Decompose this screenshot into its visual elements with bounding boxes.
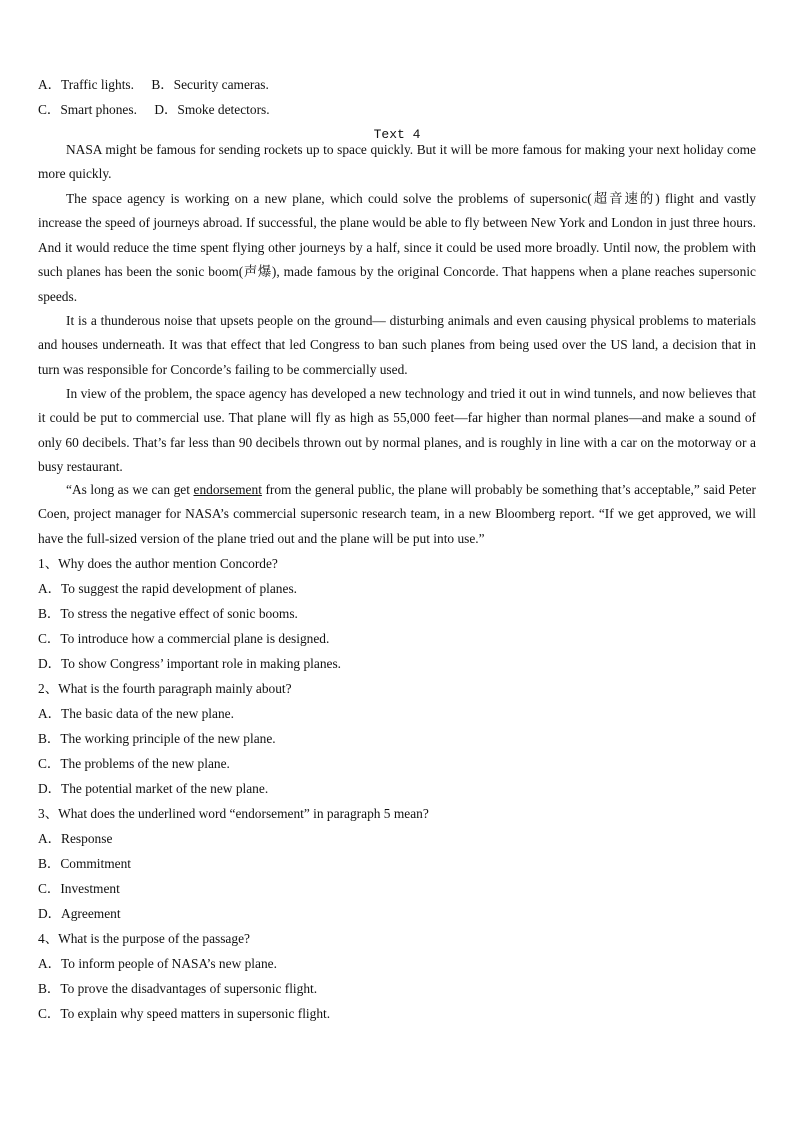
question-1: 1、Why does the author mention Concorde? (38, 556, 278, 571)
question-2: 2、What is the fourth paragraph mainly about? (38, 681, 292, 696)
paragraph-5 (38, 478, 756, 551)
question-3-option-b: B．Commitment (38, 856, 131, 871)
paragraph-4: In view of the problem, the space agency has developed a new technology and tried it out in wind tunnels, and now believes that it could be put to commercial use. That plane will fly as high as 55,000 feet—far higher than normal planes—and make a sound of only 60 decibels. That’s far less than 90 decibels thrown out by normal planes, and is roughly in line with a car on the motorway or a busy restaurant. (38, 386, 756, 475)
question-2-option-c: C．The problems of the new plane. (38, 756, 230, 771)
question-1-option-b: B．To stress the negative effect of sonic booms. (38, 606, 298, 621)
question-1-option-c: C．To introduce how a commercial plane is designed. (38, 631, 330, 646)
question-3: 3、What does the underlined word “endorsement” in paragraph 5 mean? (38, 806, 429, 821)
question-4-option-c: C．To explain why speed matters in supersonic flight. (38, 1006, 331, 1021)
underlined-word: endorsement (193, 482, 262, 497)
question-4-option-a: A．To inform people of NASA’s new plane. (38, 956, 277, 971)
question-1-option-a: A．To suggest the rapid development of planes. (38, 581, 298, 596)
option-b: B．Security cameras. (151, 77, 269, 92)
question-4: 4、What is the purpose of the passage? (38, 931, 250, 946)
paragraph-1: NASA might be famous for sending rockets up to space quickly. But it will be more famous for making your next holiday come more quickly. (38, 142, 756, 182)
option-c: C．Smart phones. (38, 102, 137, 117)
question-3-option-c: C．Investment (38, 881, 120, 896)
question-4-option-b: B．To prove the disadvantages of supersonic flight. (38, 981, 318, 996)
passage-title: Text 4 (373, 127, 421, 142)
question-2-option-b: B．The working principle of the new plane. (38, 731, 276, 746)
option-a: A．Traffic lights. (38, 77, 134, 92)
p5-text-before: “As long as we can get (66, 482, 194, 497)
paragraph-2: The space agency is working on a new plane, which could solve the problems of supersonic(超音速的) flight and vastly increase the speed of journeys abroad. If successful, the plane would be able to fly between New York and London in just three hours. And it would reduce the time spent flying other journeys by a half, since it could be used more broadly. Until now, the problem with such planes has been the sonic boom(声爆), made famous by the original Concorde. That happens when a plane reaches supersonic speeds. (38, 191, 756, 304)
p5-text-after: from the general public, the plane will probably be something that’s acceptable,” said Peter Coen, project manager for NASA’s commercial supersonic research team, in a new Bloomberg report. “If we get approved, we will have the full-sized version of the plane tried out and the plane will be put into use.” (38, 482, 756, 546)
question-2-option-a: A．The basic data of the new plane. (38, 706, 234, 721)
paragraph-3: It is a thunderous noise that upsets people on the ground— disturbing animals and even causing physical problems to materials and houses underneath. It was that effect that led Congress to ban such planes from being used over the US land, a decision that in turn was responsible for Concorde’s failing to be commercially used. (38, 313, 756, 377)
previous-options-line-1 (38, 75, 269, 95)
option-d: D．Smoke detectors. (154, 102, 270, 117)
question-1-option-d: D．To show Congress’ important role in making planes. (38, 656, 342, 671)
question-3-option-d: D．Agreement (38, 906, 121, 921)
previous-options-line-2 (38, 100, 270, 120)
question-2-option-d: D．The potential market of the new plane. (38, 781, 269, 796)
question-3-option-a: A．Response (38, 831, 113, 846)
